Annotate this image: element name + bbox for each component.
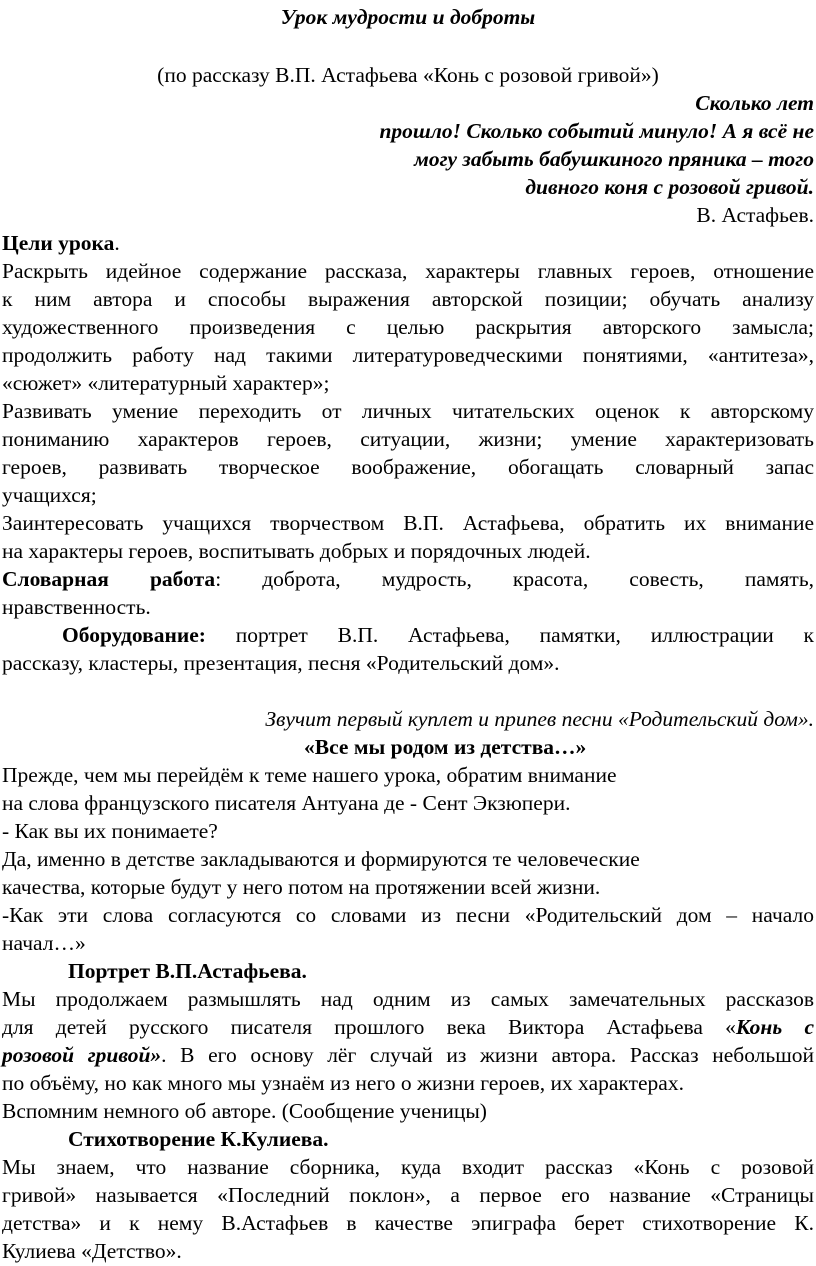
vocabulary-line [2, 565, 814, 594]
story-title-part: розовой гривой» [2, 1043, 162, 1067]
vocabulary-words: : доброта, мудрость, красота, совесть, память, [215, 567, 814, 591]
goals-line: «сюжет» «литературный характер»; [2, 371, 330, 395]
goals-line: к ним автора и способы выражения авторской позиции; обучать анализу [2, 287, 814, 311]
equipment-line [62, 621, 814, 650]
portrait-heading: Портрет В.П.Астафьева. [68, 959, 307, 983]
intro-line: Да, именно в детстве закладываются и формируются те человеческие [2, 847, 640, 871]
intro-line: -Как эти слова согласуются со словами из песни «Родительский дом – начало [2, 903, 814, 927]
goals-line: на характеры героев, воспитывать добрых и порядочных людей. [2, 539, 591, 563]
epigraph-line: Сколько лет [695, 91, 814, 115]
goals-line: Раскрыть идейное содержание рассказа, характеры главных героев, отношение [2, 259, 814, 283]
vocabulary-label: Словарная работа [2, 567, 216, 591]
intro-line: качества, которые будут у него потом на протяжении всей жизни. [2, 875, 601, 899]
epigraph-line: прошло! Сколько событий минуло! А я всё не [379, 119, 814, 143]
epigraph-line: могу забыть бабушкиного пряника – того [414, 147, 814, 171]
portrait-line [2, 1041, 814, 1070]
goals-line: Развивать умение переходить от личных читательских оценок к авторскому [2, 399, 814, 423]
portrait-line: Вспомним немного об авторе. (Сообщение ученицы) [2, 1099, 487, 1123]
intro-line: на слова французского писателя Антуана де - Сент Экзюпери. [2, 791, 571, 815]
story-title-part: Конь с [735, 1015, 814, 1039]
goals-line: учащихся; [2, 483, 97, 507]
song-note: Звучит первый куплет и припев песни «Родительский дом». [265, 707, 814, 731]
epigraph-author: В. Астафьев. [696, 203, 814, 227]
intro-line: начал…» [2, 931, 86, 955]
portrait-line-text: для детей русского писателя прошлого века Виктора Астафьева « [2, 1015, 736, 1039]
poem-line: Мы знаем, что название сборника, куда входит рассказ «Конь с розовой [2, 1155, 814, 1179]
section-title: «Все мы родом из детства…» [304, 735, 587, 759]
goals-heading-dot: . [114, 231, 120, 255]
goals-line: Заинтересовать учащихся творчеством В.П. Астафьева, обратить их внимание [2, 511, 814, 535]
poem-line: гривой» называется «Последний поклон», а первое его название «Страницы [2, 1183, 814, 1207]
equipment-items: портрет В.П. Астафьева, памятки, иллюстрации к [205, 623, 814, 647]
equipment-label: Оборудование: [62, 623, 206, 647]
goals-line: продолжить работу над такими литературоведческими понятиями, «антитеза», [2, 343, 814, 367]
vocabulary-line-2: нравственность. [2, 595, 151, 619]
document-subtitle: (по рассказу В.П. Астафьева «Конь с розовой гривой») [157, 63, 659, 87]
poem-line: Кулиева «Детство». [2, 1239, 182, 1263]
goals-line: художественного произведения с целью раскрытия авторского замысла; [2, 315, 814, 339]
equipment-line-2: рассказу, кластеры, презентация, песня «Родительский дом». [2, 651, 560, 675]
intro-line: Прежде, чем мы перейдём к теме нашего урока, обратим внимание [2, 763, 617, 787]
document-title: Урок мудрости и доброты [280, 5, 536, 29]
goals-line: пониманию характеров героев, ситуации, жизни; умение характеризовать [2, 427, 814, 451]
goals-line: героев, развивать творческое воображение, обогащать словарный запас [2, 455, 814, 479]
portrait-line: Мы продолжаем размышлять над одним из самых замечательных рассказов [2, 987, 814, 1011]
portrait-line [2, 1013, 814, 1042]
goals-heading-label: Цели урока [2, 231, 115, 255]
goals-heading [2, 229, 120, 258]
portrait-line: по объёму, но как много мы узнаём из него о жизни героев, их характерах. [2, 1071, 684, 1095]
intro-line: - Как вы их понимаете? [2, 819, 218, 843]
portrait-line-text: . В его основу лёг случай из жизни автора. Рассказ небольшой [161, 1043, 815, 1067]
poem-line: детства» и к нему В.Астафьев в качестве эпиграфа берет стихотворение К. [2, 1211, 814, 1235]
epigraph-line: дивного коня с розовой гривой. [525, 175, 814, 199]
poem-heading: Стихотворение К.Кулиева. [68, 1127, 329, 1151]
